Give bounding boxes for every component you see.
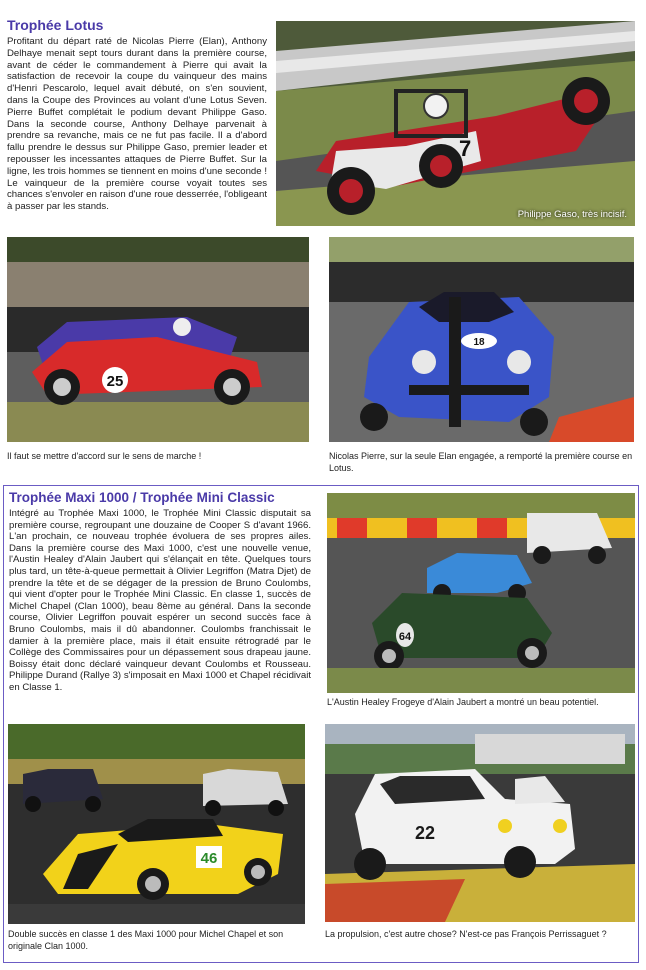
car-number-white-rallye: 22: [414, 823, 436, 843]
lotus-title: Trophée Lotus: [7, 17, 104, 33]
photo-red-lotus: [7, 237, 309, 442]
maxi-body-text: Intégré au Trophée Maxi 1000, le Trophée Mini Classic disputait sa première course, regroupant une douzaine de Cooper S d'avant 1966. L'an prochain, ce nouveau trophée évoluera de ses propres ailes. Dans la première course des Maxi 1000, c'est une nouvelle venue, l'Austin Healey d'Alain Jaubert qui s'élançait en tête. Quelques tours plus tard, un tête-à-queue permettait à Olivier Legriffon (Matra Djet) de prendre la tête et de se dégager de la pression de Bruno Coulombs, qui vient d'opter pour le Trophée Mini Classic. En classe 1, succès de Michel Chapel (Clan 1000), beau 8ème au général. Dans la seconde course, Olivier Legriffon pouvait espérer un second succès face à Bruno Coulombs, mais il dû abandonner. Coulombs franchissait le damier à la première place, mais il était ensuite rétrogradé par le Collège des Commissaires pour un dépassement sous drapeau jaune. Boissy était donc déclaré vainqueur devant Coulombs et Rousseau. Philippe Durand (Rallye 3) s'imposait en Maxi 1000 et Chapel récidivait en Classe 1.: [9, 508, 311, 693]
lotus-body-text: Profitant du départ raté de Nicolas Pierre (Elan), Anthony Delhaye menait sept tours durant dans la première course, avant de céder le commandement à Pierre qui avait la satisfaction de recevoir la coupe du vainqueur des mains d'Henri Pescarolo, lequel avait débuté, on s'en souvient, dans la Coupe des Provinces au volant d'une Lotus Seven. Pierre Buffet complétait le podium devant Philippe Gaso. Dans la seconde course, Anthony Delhaye parvenait à prendre sa revanche, mais ce ne fut pas facile. Il a d'abord fallu prendre le dessus sur Philippe Gaso, premier leader et repousser les incessantes attaques de Pierre Buffet. Sur la ligne, les trois hommes se tiennent en moins d'une seconde ! Le vainqueur de la première course voyait toutes ses chances s'envoler en raison d'une roue desserrée, l'obligeant à passer par les stands.: [7, 36, 267, 213]
photo-yellow-clan: [8, 724, 305, 924]
photo-austin-healey: [327, 493, 635, 693]
car-number-yellow-clan: 46: [200, 850, 218, 867]
photo5-caption: Double succès en classe 1 des Maxi 1000 pour Michel Chapel et son originale Clan 1000.: [8, 929, 284, 951]
photo2-caption: Il faut se mettre d'accord sur le sens de marche !: [7, 451, 202, 461]
car-number-austin-healey: 64: [398, 631, 412, 643]
car-number-red-lotus: 25: [106, 373, 124, 390]
photo-blue-elan: [329, 237, 634, 442]
maxi-title: Trophée Maxi 1000 / Trophée Mini Classic: [9, 490, 275, 505]
photo3-caption: Nicolas Pierre, sur la seule Elan engagée, a remporté la première course en Lotus.: [329, 451, 633, 473]
photo-white-rallye: [325, 724, 635, 922]
car-number-lotus-seven: 7: [459, 136, 472, 161]
car-number-blue-elan: 18: [473, 337, 485, 348]
photo1-caption: Philippe Gaso, très incisif.: [517, 209, 627, 220]
photo6-caption: La propulsion, c'est autre chose? N'est-ce pas François Perrissaguet ?: [325, 929, 607, 939]
photo4-caption: L'Austin Healey Frogeye d'Alain Jaubert a montré un beau potentiel.: [327, 697, 599, 707]
photo-lotus-seven: [276, 21, 635, 226]
